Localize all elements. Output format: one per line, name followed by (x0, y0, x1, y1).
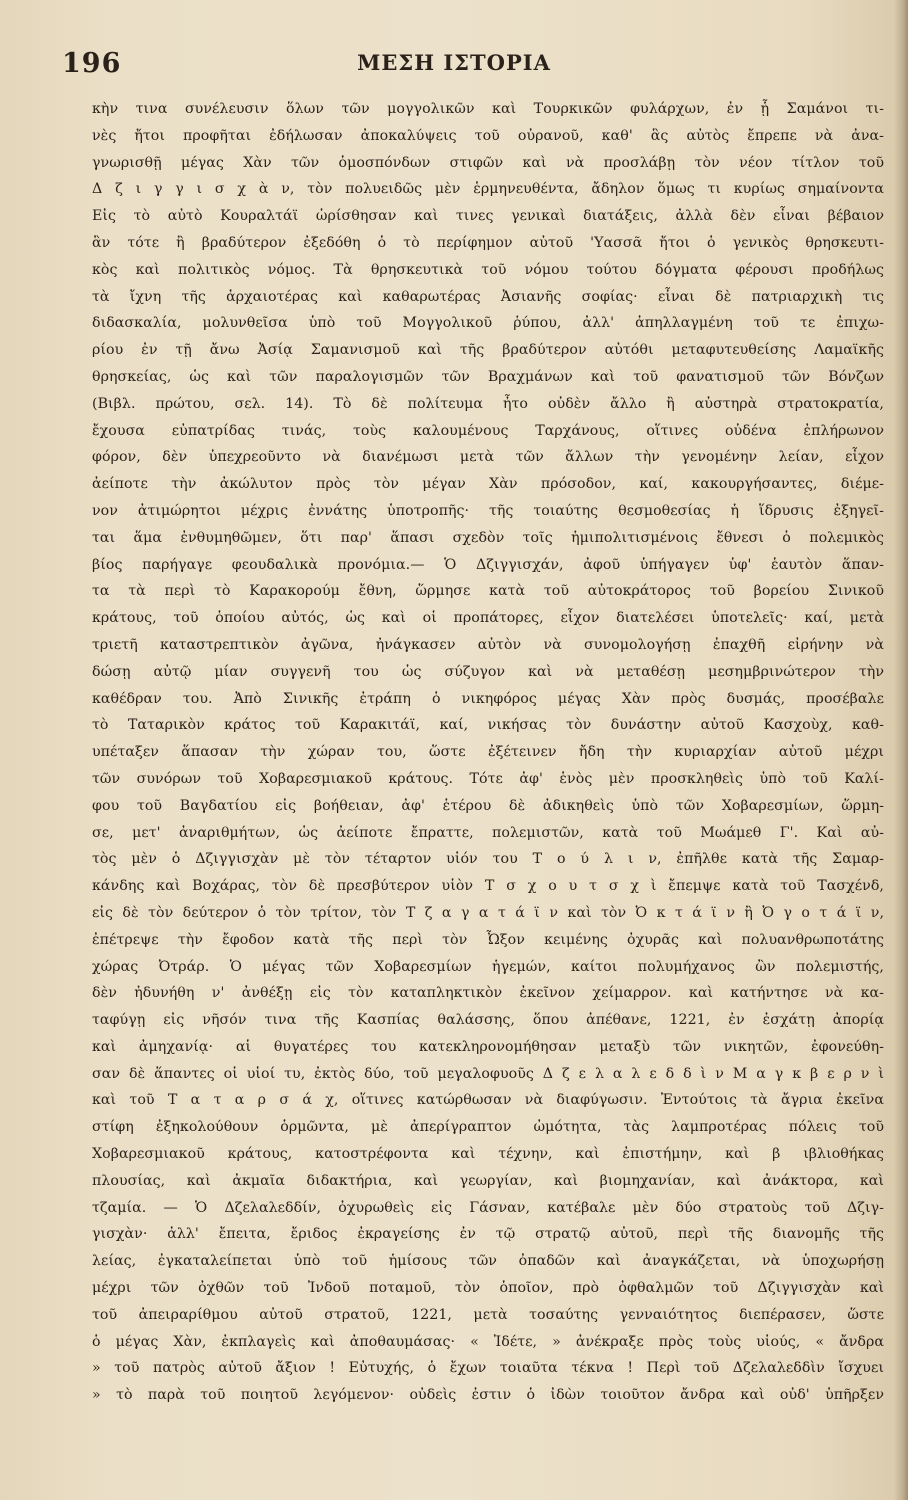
text-line: υπέταξεν ἅπασαν τὴν χώραν του, ὥστε ἐξέτεινεν ἤδη τὴν κυριαρχίαν αὐτοῦ μέχρι (92, 744, 884, 761)
text-line: σαν δὲ ἅπαντες οἱ υἱοί τυ, ἐκτὸς δύο, τοῦ μεγαλοφυοῦς Δ ζ ε λ α λ ε δ δ ὶ ν Μ α γ κ β ε ρ ν ὶ (92, 1065, 884, 1082)
text-line: τὸς μὲν ὁ Δζιγγισχὰν μὲ τὸν τέταρτον υἱόν του Τ ο ύ λ ι ν, ἐπῆλθε κατὰ τῆς Σαμαρ- (92, 851, 884, 868)
text-line: » τοῦ πατρὸς αὐτοῦ ἄξιον ! Εὐτυχής, ὁ ἔχων τοιαῦτα τέκνα ! Περὶ τοῦ Δζελαλεδδὶν ἴσχυει (92, 1360, 884, 1377)
text-line: ται ἅμα ἐνθυμηθῶμεν, ὅτι παρ' ἅπασι σχεδὸν τοῖς ἡμιπολιτισμένοις ἔθνεσι ὁ πολεμικὸς (92, 529, 884, 546)
text-line: φόρον, δὲν ὑπεχρεοῦντο νὰ διανέμωσι μετὰ τῶν ἄλλων τὴν γενομένην λείαν, εἶχον (92, 449, 884, 466)
text-line: κάνδης καὶ Βοχάρας, τὸν δὲ πρεσβύτερον υἱὸν Τ σ χ ο υ τ σ χ ὶ ἔπεμψε κατὰ τοῦ Τασχένδ, (92, 878, 884, 895)
text-line: Χοβαρεσμιακοῦ κράτους, κατοστρέφοντα καὶ τέχνην, καὶ ἐπιστήμην, καὶ β ιβλιοθήκας (92, 1146, 884, 1163)
text-line: κράτους, τοῦ ὁποίου αὐτός, ὡς καὶ οἱ προπάτορες, εἶχον διατελέσει ὑποτελεῖς· καί, μετὰ (92, 610, 884, 627)
text-line: ἔχουσα εὐπατρίδας τινάς, τοὺς καλουμένους Ταρχάνους, οἵτινες οὐδένα ἐπλήρωνον (92, 422, 884, 439)
text-line: εἰς δὲ τὸν δεύτερον ὁ τὸν τρίτον, τὸν Τ ζ α γ α τ ά ϊ ν καὶ τὸν Ὀ κ τ ά ϊ ν ἢ Ὀ γ ο τ ά ϊ ν, (92, 904, 884, 921)
text-line: κὸς καὶ πολιτικὸς νόμος. Τὰ θρησκευτικὰ τοῦ νόμου τούτου δόγματα φέρουσι προδήλως (92, 261, 884, 278)
text-line: ρίου ἐν τῇ ἄνω Ἀσίᾳ Σαμανισμοῦ καὶ τῆς βραδύτερον αὐτόθι μεταφυτευθείσης Λαμαϊκῆς (92, 342, 884, 359)
text-line: πλουσίας, καὶ ἀκμαῖα διδακτήρια, καὶ γεωργίαν, καὶ βιομηχανίαν, καὶ ἀνάκτορα, καὶ (92, 1172, 884, 1189)
text-line: καὶ ἀμηχανίᾳ· αἱ θυγατέρες του κατεκληρονομήθησαν μεταξὺ τῶν νικητῶν, ἐφονεύθη- (92, 1038, 884, 1055)
text-line: κὴν τινα συνέλευσιν ὅλων τῶν μογγολικῶν καὶ Τουρκικῶν φυλάρχων, ἐν ᾗ Σαμάνοι τι- (92, 101, 884, 117)
text-line: δώσῃ αὐτῷ μίαν συγγενῆ του ὡς σύζυγον καὶ νὰ μεταθέσῃ μεσημβρινώτερον τὴν (92, 663, 884, 680)
text-line: ὁ μέγας Χὰν, ἐκπλαγεὶς καὶ ἀποθαυμάσας· « Ἰδέτε, » ἀνέκραξε πρὸς τοὺς υἱούς, « ἄνδρα (92, 1333, 884, 1350)
text-line: σε, μετ' ἀναριθμήτων, ὡς ἀείποτε ἔπραττε, πολεμιστῶν, κατὰ τοῦ Μωάμεθ Γ'. Καὶ αὐ- (92, 824, 884, 841)
text-line: τζαμία. — Ὁ Δζελαλεδδίν, ὀχυρωθεὶς εἰς Γάσναν, κατέβαλε μὲν δύο στρατοὺς τοῦ Δζιγ- (92, 1199, 884, 1216)
text-line: τα τὰ περὶ τὸ Καρακορούμ ἔθνη, ὥρμησε κατὰ τοῦ αὐτοκράτορος τοῦ βορείου Σινικοῦ (92, 583, 884, 600)
page-header (0, 48, 908, 88)
text-line: λείας, ἐγκαταλείπεται ὑπὸ τοῦ ἡμίσους τῶν ὀπαδῶν καὶ ἀναγκάζεται, νὰ ὑποχωρήσῃ (92, 1253, 884, 1270)
text-line: ἐπέτρεψε τὴν ἔφοδον κατὰ τῆς περὶ τὸν Ὦξον κειμένης ὀχυρᾶς καὶ πολυανθρωποτάτης (92, 931, 884, 948)
text-line: θρησκείας, ὡς καὶ τῶν παραλογισμῶν τῶν Βραχμάνων καὶ τοῦ φανατισμοῦ τῶν Βόνζων (92, 368, 884, 385)
running-title: ΜΕΣΗ ΙΣΤΟΡΙΑ (357, 50, 551, 75)
text-line: τριετῆ καταστρεπτικὸν ἀγῶνα, ἠνάγκασεν αὐτὸν νὰ συνομολογήσῃ ἐπαχθῆ εἰρήνην νὰ (92, 636, 884, 653)
text-line: ἀείποτε τὴν ἀκώλυτον πρὸς τὸν μέγαν Χὰν πρόσοδον, καί, κακουργήσαντες, διέμε- (92, 476, 884, 493)
page-number: 196 (62, 48, 122, 79)
text-line: νον ἀτιμώρητοι μέχρις ἐννάτης ὑποτροπῆς· τῆς τοιαύτης θεσμοθεσίας ἡ ἵδρυσις ἐξηγεῖ- (92, 502, 884, 519)
text-line: βίος παρήγαγε φεουδαλικὰ προνόμια.— Ὁ Δζιγγισχάν, ἀφοῦ ὑπήγαγεν ὑφ' ἑαυτὸν ἅπαν- (92, 556, 884, 573)
body-text (92, 96, 884, 1409)
text-line: » τὸ παρὰ τοῦ ποιητοῦ λεγόμενον· οὐδεὶς ἐστιν ὁ ἰδὼν τοιοῦτον ἄνδρα καὶ οὐδ' ὑπῆρξεν (92, 1387, 884, 1404)
page-binding-edge (894, 0, 908, 1500)
text-line: χώρας Ὀτράρ. Ὁ μέγας τῶν Χοβαρεσμίων ἡγεμών, καίτοι πολυμήχανος ὢν πολεμιστής, (92, 958, 884, 975)
text-line: Δ ζ ι γ γ ι σ χ ὰ ν, τὸν πολυειδῶς μὲν ἑρμηνευθέντα, ἄδηλον ὅμως τι κυρίως σημαίνοντα (92, 181, 884, 198)
text-line: στίφη ἐξηκολούθουν ὁρμῶντα, μὲ ἀπερίγραπτον ὠμότητα, τὰς λαμπροτέρας πόλεις τοῦ (92, 1119, 884, 1136)
text-line: γνωρισθῇ μέγας Χὰν τῶν ὁμοσπόνδων στιφῶν καὶ νὰ προσλάβῃ τὸν νέον τίτλον τοῦ (92, 154, 884, 171)
text-line: τῶν συνόρων τοῦ Χοβαρεσμιακοῦ κράτους. Τότε ἀφ' ἑνὸς μὲν προσκληθεὶς ὑπὸ τοῦ Καλί- (92, 770, 884, 787)
text-line: τὸ Ταταρικὸν κράτος τοῦ Καρακιτάϊ, καί, νικήσας τὸν δυνάστην αὐτοῦ Κασχοὺχ, καθ- (92, 717, 884, 734)
text-line: ἂν τότε ἢ βραδύτερον ἐξεδόθη ὁ τὸ περίφημον αὐτοῦ 'Υασσᾶ ἤτοι ὁ γενικὸς θρησκευτι- (92, 234, 884, 251)
text-line: γισχὰν· ἀλλ' ἔπειτα, ἔριδος ἐκραγείσης ἐν τῷ στρατῷ αὐτοῦ, περὶ τῆς διανομῆς τῆς (92, 1226, 884, 1243)
text-line: Εἰς τὸ αὐτὸ Κουραλτάϊ ὡρίσθησαν καὶ τινες γενικαὶ διατάξεις, ἀλλὰ δὲν εἶναι βέβαιον (92, 208, 884, 225)
text-line: μέχρι τῶν ὀχθῶν τοῦ Ἰνδοῦ ποταμοῦ, τὸν ὁποῖον, πρὸ ὀφθαλμῶν τοῦ Δζιγγισχὰν καὶ (92, 1280, 884, 1297)
text-line: καὶ τοῦ Τ α τ α ρ σ ά χ, οἵτινες κατώρθωσαν νὰ διαφύγωσιν. Ἐντούτοις τὰ ἄγρια ἐκεῖνα (92, 1092, 884, 1109)
text-line: νὲς ἤτοι προφῆται ἐδήλωσαν ἀποκαλύψεις τοῦ οὐρανοῦ, καθ' ἃς αὐτὸς ἔπρεπε νὰ ἀνα- (92, 127, 884, 144)
text-line: καθέδραν του. Ἀπὸ Σινικῆς ἐτράπη ὁ νικηφόρος μέγας Χὰν πρὸς δυσμάς, προσέβαλε (92, 690, 884, 707)
text-line: φου τοῦ Βαγδατίου εἰς βοήθειαν, ἀφ' ἑτέρου δὲ ἀδικηθεὶς ὑπὸ τῶν Χοβαρεσμίων, ὥρμη- (92, 797, 884, 814)
text-line: διδασκαλία, μολυνθεῖσα ὑπὸ τοῦ Μογγολικοῦ ῥύπου, ἀλλ' ἀπηλλαγμένη τοῦ τε ἐπιχω- (92, 315, 884, 332)
text-line: τὰ ἴχνη τῆς ἀρχαιοτέρας καὶ καθαρωτέρας Ἀσιανῆς σοφίας· εἶναι δὲ πατριαρχικὴ τις (92, 288, 884, 305)
text-line: (Βιβλ. πρώτου, σελ. 14). Τὸ δὲ πολίτευμα ἦτο οὐδὲν ἄλλο ἢ αὐστηρὰ στρατοκρατία, (92, 395, 884, 412)
text-line: τοῦ ἀπειραρίθμου αὐτοῦ στρατοῦ, 1221, μετὰ τοσαύτης γενναιότητος διεπέρασεν, ὥστε (92, 1306, 884, 1323)
text-line: δὲν ἠδυνήθη ν' ἀνθέξῃ εἰς τὸν καταπληκτικὸν ἐκεῖνον χείμαρρον. καὶ κατήντησε νὰ κα- (92, 985, 884, 1002)
text-line: ταφύγῃ εἰς νῆσόν τινα τῆς Κασπίας θαλάσσης, ὅπου ἀπέθανε, 1221, ἐν ἐσχάτῃ ἀπορίᾳ (92, 1012, 884, 1029)
